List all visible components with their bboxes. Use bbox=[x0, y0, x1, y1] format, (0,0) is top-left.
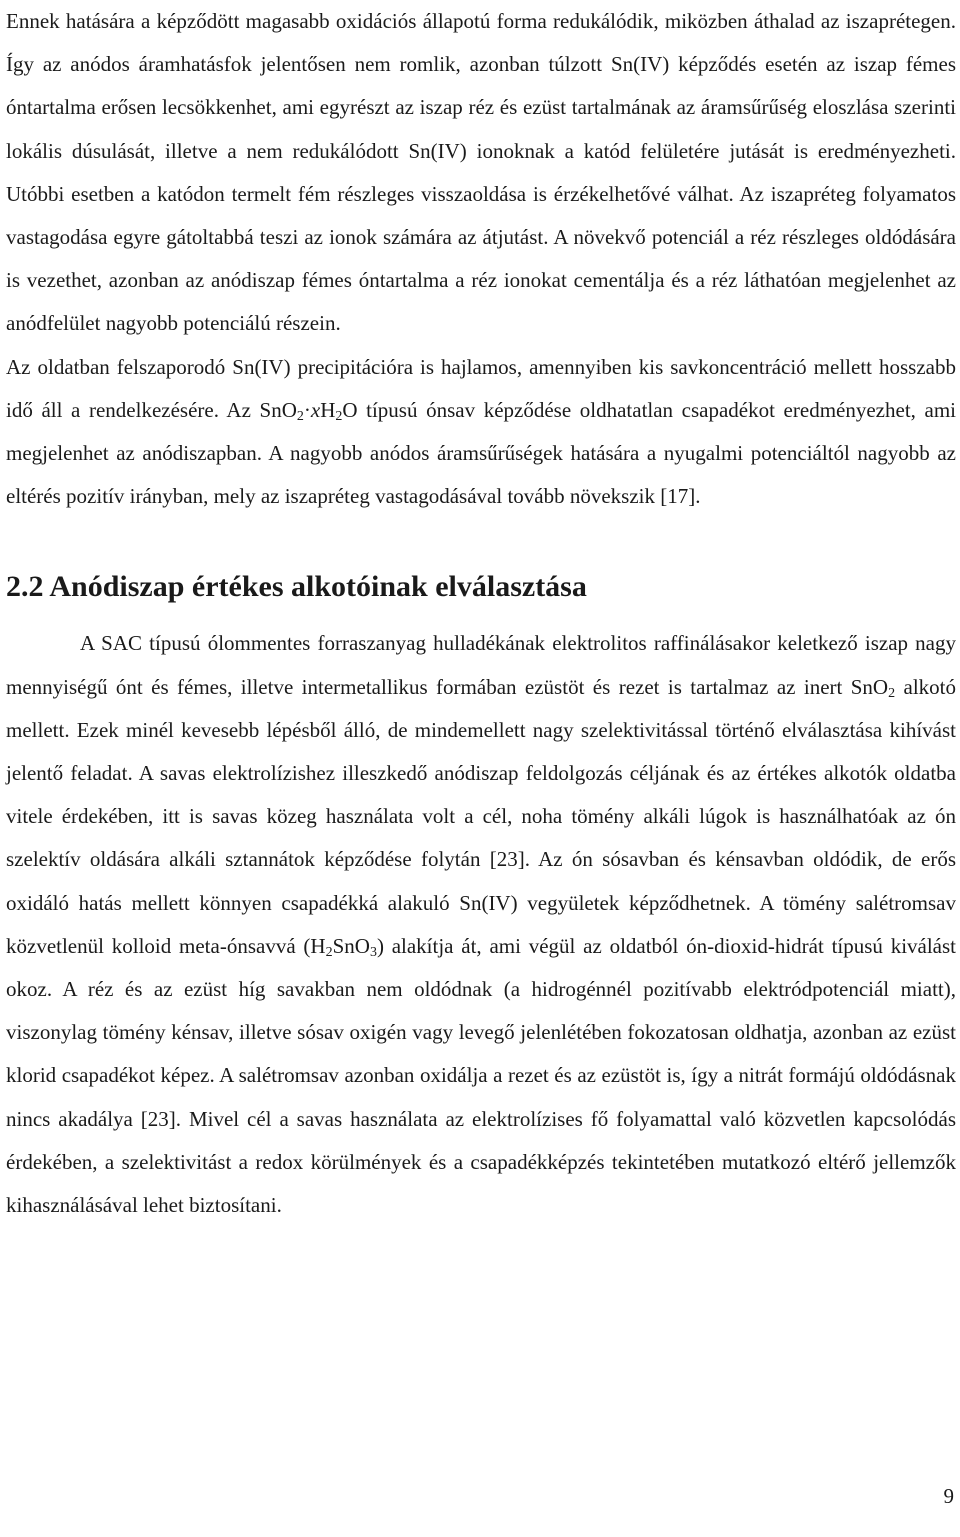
paragraph-precipitation bbox=[6, 346, 956, 519]
text-run: SnO bbox=[332, 933, 370, 958]
text-run: O típusú ónsav képződése oldhatatlan csapadékot eredményezhet, ami megjelenhet az anódiszapban. A nagyobb anódos áramsűrűségek hatására a nyugalmi potenciáltól nagyobb az eltérés pozitív irányban, mely az iszapréteg vastagodásával tovább növekszik [17]. bbox=[6, 397, 956, 509]
subscript: 2 bbox=[888, 685, 896, 701]
italic-variable: x bbox=[310, 397, 321, 422]
text-run: Az oldatban felszaporodó Sn(IV) precipitációra is hajlamos, amennyiben kis savkoncentráció mellett hosszabb idő áll a rendelkezésére. Az SnO bbox=[6, 354, 956, 422]
text-run: · bbox=[303, 397, 311, 422]
page-number: 9 bbox=[943, 1484, 954, 1508]
text-run: ) alakítja át, ami végül az oldatból ón-dioxid-hidrát típusú kiválást okoz. A réz és az ezüst híg savakban nem oldódnak (a hidrogénnél pozitívabb elektródpotenciál miatt), viszonylag tömény kénsav, illetve sósav oxigén vagy levegő jelenlétében fokozatosan oldhatja, azonban az ezüst klorid csapadékot képez. A salétromsav azonban oxidálja a rezet és az ezüstöt is, így a nitrát formájú oldódásnak nincs akadálya [23]. Mivel cél a savas használata az elektrolízises fő folyamattal való közvetlen kapcsolódás érdekében, a szelektivitást a redox körülmények és a csapadékképzés tekintetében mutatkozó eltérő jellemzők kihasználásával lehet biztosítani. bbox=[6, 933, 957, 1218]
text-run: alkotó mellett. Ezek minél kevesebb lépésből álló, de mindemellett nagy szelektivitással történő elválasztása kihívást jelentő feladat. A savas elektrolízishez illeszkedő anódiszap feldolgozás céljának és az értékes alkotók oldatba vitele érdekében, itt is savas közeg használata volt a cél, noha tömény alkáli lúgok is használhatóak az ón szelektív oldására alkáli sztannátok képződése folytán [23]. Az ón sósavban és kénsavban oldódik, de erős oxidáló hatás mellett könnyen csapadékká alakuló Sn(IV) vegyületek képződhetnek. A tömény salétromsav közvetlenül kolloid meta-ónsavvá (H bbox=[6, 674, 956, 958]
text-run: H bbox=[320, 397, 336, 422]
paragraph-oxidation: Ennek hatására a képződött magasabb oxidációs állapotú forma redukálódik, miközben áthalad az iszaprétegen. Így az anódos áramhatásfok jelentősen nem romlik, azonban túlzott Sn(IV) képződés esetén az iszap fémes óntartalma erősen lecsökkenhet, ami egyrészt az iszap réz és ezüst tartalmának az áramsűrűség eloszlása szerinti lokális dúsulását, illetve a nem redukálódott Sn(IV) ionoknak a katód felületére jutását is eredményezheti. Utóbbi esetben a katódon termelt fém részleges visszaoldása is érzékelhetővé válhat. Az iszapréteg folyamatos vastagodása egyre gátoltabbá teszi az ionok számára az átjutást. A növekvő potenciál a réz részleges oldódására is vezethet, azonban az anódiszap fémes óntartalma a réz ionokat cementálja és a réz láthatóan megjelenhet az anódfelület nagyobb potenciálú részein. bbox=[6, 9, 956, 336]
paragraph-separation bbox=[6, 622, 956, 1227]
text-run: A SAC típusú ólommentes forraszanyag hulladékának elektrolitos raffinálásakor keletkező iszap nagy mennyiségű ónt és fémes, illetve intermetallikus formában ezüstöt és rezet is tartalmaz az inert SnO bbox=[6, 631, 956, 699]
subscript: 2 bbox=[296, 408, 304, 424]
subscript: 3 bbox=[369, 944, 377, 960]
subscript: 2 bbox=[335, 408, 343, 424]
section-heading: 2.2 Anódiszap értékes alkotóinak elválasztása bbox=[6, 570, 587, 604]
subscript: 2 bbox=[325, 944, 333, 960]
document-page bbox=[6, 0, 956, 1227]
